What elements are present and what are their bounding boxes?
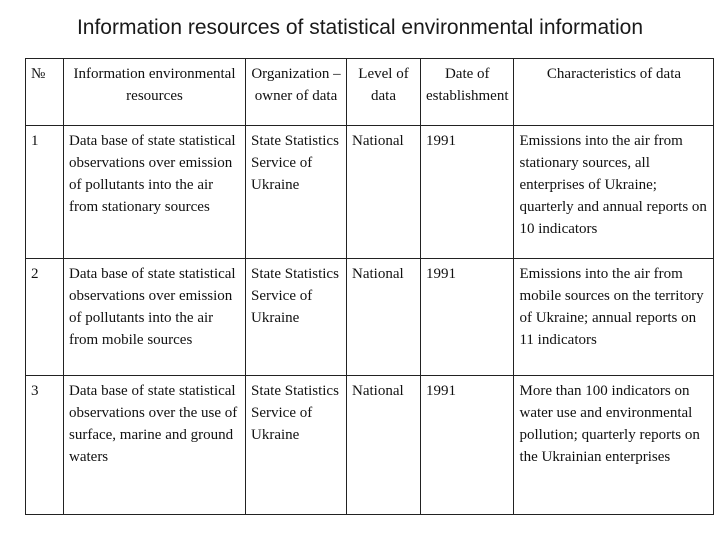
row-level: National	[347, 126, 421, 259]
header-organization: Organization – owner of data	[246, 59, 347, 126]
row-resources: Data base of state statistical observations over emission of pollutants into the air from stationary sources	[64, 126, 246, 259]
row-date: 1991	[421, 259, 514, 376]
row-resources: Data base of state statistical observations over emission of pollutants into the air from mobile sources	[64, 259, 246, 376]
table-row	[26, 259, 714, 376]
resources-table	[25, 58, 714, 515]
row-number: 3	[26, 376, 64, 515]
row-number: 2	[26, 259, 64, 376]
table-row	[26, 126, 714, 259]
row-characteristics: Emissions into the air from mobile sources on the territory of Ukraine; annual reports on 11 indicators	[514, 259, 714, 376]
row-organization: State Statistics Service of Ukraine	[246, 259, 347, 376]
row-resources: Data base of state statistical observations over the use of surface, marine and ground waters	[64, 376, 246, 515]
row-characteristics: Emissions into the air from stationary sources, all enterprises of Ukraine; quarterly and annual reports on 10 indicators	[514, 126, 714, 259]
header-date: Date of establishment	[421, 59, 514, 126]
row-number: 1	[26, 126, 64, 259]
table-header-row	[26, 59, 714, 126]
row-characteristics: More than 100 indicators on water use and environmental pollution; quarterly reports on the Ukrainian enterprises	[514, 376, 714, 515]
row-level: National	[347, 259, 421, 376]
header-number: №	[26, 59, 64, 126]
row-organization: State Statistics Service of Ukraine	[246, 126, 347, 259]
header-level: Level of data	[347, 59, 421, 126]
page-title: Information resources of statistical environmental information	[76, 16, 644, 39]
row-level: National	[347, 376, 421, 515]
row-date: 1991	[421, 126, 514, 259]
row-organization: State Statistics Service of Ukraine	[246, 376, 347, 515]
header-resources: Information environmental resources	[64, 59, 246, 126]
table-row	[26, 376, 714, 515]
header-characteristics: Characteristics of data	[514, 59, 714, 126]
row-date: 1991	[421, 376, 514, 515]
